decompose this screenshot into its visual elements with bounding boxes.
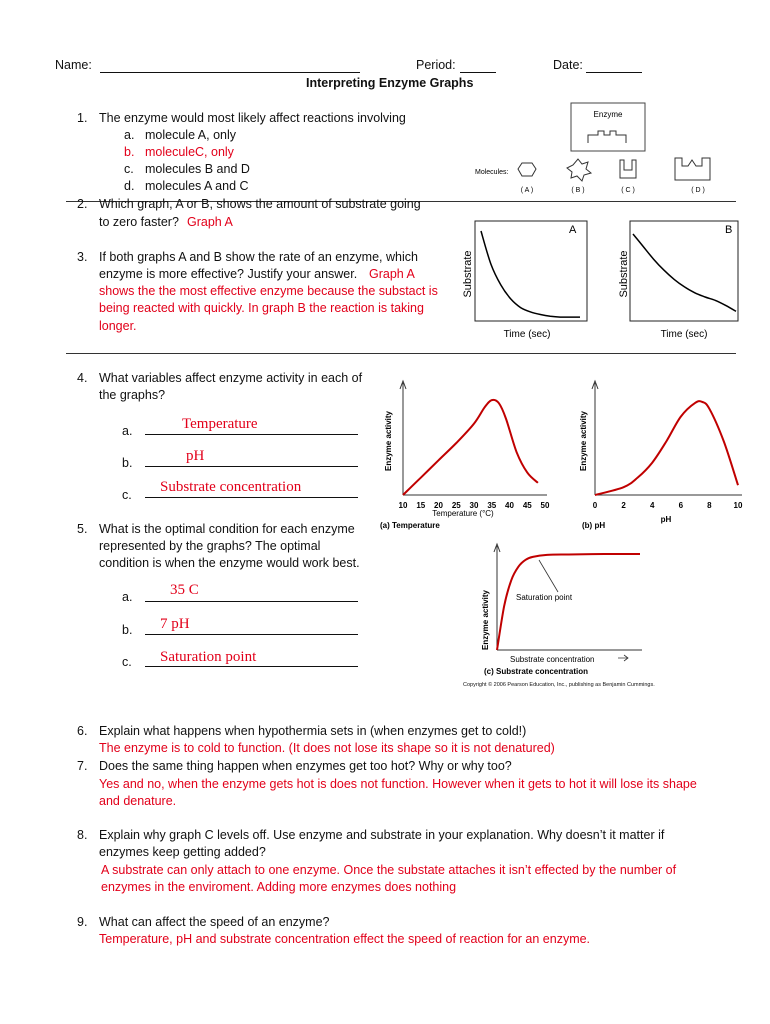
graph-ph-caption: (b) pH — [582, 521, 606, 530]
q8-number: 8. — [77, 828, 88, 842]
molecule-d-shape — [675, 158, 710, 180]
ph-tick-label: 10 — [733, 501, 743, 510]
q1-number: 1. — [77, 111, 88, 125]
q5-answer-a: 35 C — [170, 582, 199, 598]
date-field[interactable] — [586, 72, 642, 73]
graph-b-label: B — [725, 224, 733, 236]
temperature-tick-label: 35 — [487, 501, 497, 510]
q3-answer-line: shows the the most effective enzyme because the substact is — [99, 284, 438, 298]
molecule-label-d: ( D ) — [691, 187, 705, 194]
ph-tick-label: 8 — [707, 501, 712, 510]
q5-answer-line — [145, 601, 358, 602]
q4-text-line: the graphs? — [99, 388, 166, 402]
q5-answer-line — [145, 634, 358, 635]
x-axis-arrow-icon — [618, 655, 628, 661]
enzyme-molecules-figure — [470, 98, 740, 200]
graph-substrate-caption: (c) Substrate concentration — [484, 667, 589, 676]
graph-ph-ylabel: Enzyme activity — [579, 410, 588, 472]
period-label: Period: — [416, 58, 456, 72]
q5-answer-line — [145, 666, 358, 667]
q5-answer-c: Saturation point — [160, 649, 257, 665]
q5-text-line: represented by the graphs? The optimal — [99, 539, 321, 553]
molecule-b-shape — [567, 159, 591, 181]
q7-text: Does the same thing happen when enzymes get too hot? Why or why too? — [99, 759, 512, 773]
page-title: Interpreting Enzyme Graphs — [306, 76, 474, 90]
graph-substrate-ylabel: Enzyme activity — [481, 589, 490, 651]
ph-tick-label: 0 — [592, 501, 598, 510]
q2-text-line2: to zero faster? — [99, 215, 179, 229]
q6-answer: The enzyme is to cold to function. (It does not lose its shape so it is not denatured) — [99, 741, 555, 755]
graph-temperature-curve — [403, 400, 538, 495]
q4-answer-letter: a. — [122, 424, 133, 438]
copyright-note: Copyright © 2006 Pearson Education, Inc., publishing as Benjamin Cummings. — [463, 682, 655, 688]
q8-answer-line: enzymes in the enviroment. Adding more enzymes does nothing — [101, 880, 457, 894]
q4-answer-line — [145, 497, 358, 498]
molecule-label-a: ( A ) — [520, 187, 534, 194]
q5-number: 5. — [77, 522, 88, 536]
q2-number: 2. — [77, 197, 88, 211]
date-label: Date: — [553, 58, 583, 72]
q3-answer-line: being reacted with quickly. In graph B the reaction is taking — [99, 301, 424, 315]
graph-ph-curve — [595, 401, 738, 495]
graph-b-xlabel: Time (sec) — [660, 329, 708, 340]
q7-answer-line: and denature. — [99, 794, 177, 808]
name-label: Name: — [55, 58, 92, 72]
molecules-label: Molecules: — [475, 169, 509, 176]
graph-a-ylabel: Substrate — [462, 250, 474, 298]
temperature-tick-label: 40 — [505, 501, 514, 510]
q8-text-line: Explain why graph C levels off. Use enzyme and substrate in your explanation. Why doesn’t it matter if — [99, 828, 665, 842]
graph-temperature — [375, 375, 555, 535]
temperature-tick-label: 25 — [451, 501, 461, 510]
q2-text: Which graph, A or B, shows the amount of substrate going — [99, 197, 421, 211]
graph-a — [462, 221, 587, 340]
q3-answer-inline: Graph A — [369, 267, 415, 281]
enzyme-label: Enzyme — [593, 110, 623, 119]
q1-option-b: moleculeC, only — [145, 145, 234, 159]
molecule-label-c: ( C ) — [621, 187, 635, 194]
q9-number: 9. — [77, 915, 88, 929]
name-field[interactable] — [100, 72, 360, 73]
graph-ph-xlabel: pH — [660, 515, 672, 524]
graph-temperature-xlabel: Temperature (°C) — [432, 509, 494, 518]
temperature-tick-label: 50 — [540, 501, 550, 510]
molecule-a-shape — [518, 163, 536, 176]
graph-a-label: A — [569, 224, 577, 236]
divider — [66, 353, 736, 354]
annotation-pointer-line — [539, 560, 558, 592]
q6-text: Explain what happens when hypothermia sets in (when enzymes get to cold!) — [99, 724, 527, 738]
ph-tick-label: 2 — [621, 501, 626, 510]
q5-answer-letter: b. — [122, 623, 133, 637]
q5-text-line: What is the optimal condition for each enzyme — [99, 522, 355, 536]
q1-option-letter: b. — [124, 145, 135, 159]
q1-option-letter: c. — [124, 162, 134, 176]
q5-answer-b: 7 pH — [160, 616, 190, 632]
q8-answer-line: A substrate can only attach to one enzyme. Once the substate attaches it isn’t effected by the number of — [101, 863, 677, 877]
q3-text-line: enzyme is more effective? Justify your answer. — [99, 267, 358, 281]
q1-option-a: molecule A, only — [145, 128, 237, 142]
q1-option-c: molecules B and D — [145, 162, 250, 176]
q8-text-line: enzymes keep getting added? — [99, 845, 266, 859]
q4-answer-b: pH — [186, 448, 205, 464]
q6-number: 6. — [77, 724, 88, 738]
q4-answer-line — [145, 434, 358, 435]
graph-temperature-ylabel: Enzyme activity — [384, 410, 393, 472]
ph-tick-label: 4 — [649, 501, 655, 510]
q5-answer-letter: a. — [122, 590, 133, 604]
temperature-tick-label: 30 — [469, 501, 479, 510]
temperature-tick-label: 10 — [398, 501, 408, 510]
q1-option-d: molecules A and C — [145, 179, 249, 193]
q1-text: The enzyme would most likely affect reactions involving — [99, 111, 406, 125]
graph-a-xlabel: Time (sec) — [503, 329, 551, 340]
q3-number: 3. — [77, 250, 88, 264]
q4-answer-c: Substrate concentration — [160, 479, 302, 495]
q4-answer-letter: c. — [122, 488, 132, 502]
q9-answer: Temperature, pH and substrate concentration effect the speed of reaction for an enzyme. — [99, 932, 591, 946]
substrate-graphs-ab — [455, 206, 740, 344]
q4-answer-a: Temperature — [182, 416, 258, 432]
graph-ph — [570, 375, 750, 535]
temperature-tick-label: 15 — [416, 501, 426, 510]
graph-b-curve — [633, 234, 736, 311]
molecule-c-shape — [620, 160, 636, 178]
ph-tick-label: 6 — [678, 501, 684, 510]
graph-a-curve — [481, 231, 580, 317]
graph-b-ylabel: Substrate — [618, 250, 630, 298]
q4-answer-letter: b. — [122, 456, 133, 470]
molecule-label-b: ( B ) — [571, 187, 585, 194]
q7-answer-line: Yes and no, when the enzyme gets hot is does not function. However when it gets to hot it will lose its shape — [99, 777, 697, 791]
q7-number: 7. — [77, 759, 88, 773]
period-field[interactable] — [460, 72, 496, 73]
graph-substrate-concentration — [470, 538, 650, 683]
graph-a-frame — [475, 221, 587, 321]
graph-temperature-caption: (a) Temperature — [380, 521, 440, 530]
q4-number: 4. — [77, 371, 88, 385]
graph-substrate-annotation: Saturation point — [516, 593, 573, 602]
graph-b-frame — [630, 221, 738, 321]
q1-option-letter: a. — [124, 128, 135, 142]
graph-substrate-xlabel: Substrate concentration — [510, 655, 595, 664]
q2-answer: Graph A — [187, 215, 233, 229]
q9-text: What can affect the speed of an enzyme? — [99, 915, 330, 929]
q4-text-line: What variables affect enzyme activity in each of — [99, 371, 363, 385]
q5-answer-letter: c. — [122, 655, 132, 669]
graph-b — [618, 221, 738, 340]
q4-answer-line — [145, 466, 358, 467]
q3-text-line: If both graphs A and B show the rate of an enzyme, which — [99, 250, 418, 264]
q1-option-letter: d. — [124, 179, 135, 193]
q5-text-line: condition is when the enzyme would work best. — [99, 556, 360, 570]
enzyme-active-site-shape — [588, 131, 626, 143]
q3-answer-line: longer. — [99, 319, 137, 333]
temperature-tick-label: 20 — [434, 501, 443, 510]
temperature-tick-label: 45 — [522, 501, 532, 510]
